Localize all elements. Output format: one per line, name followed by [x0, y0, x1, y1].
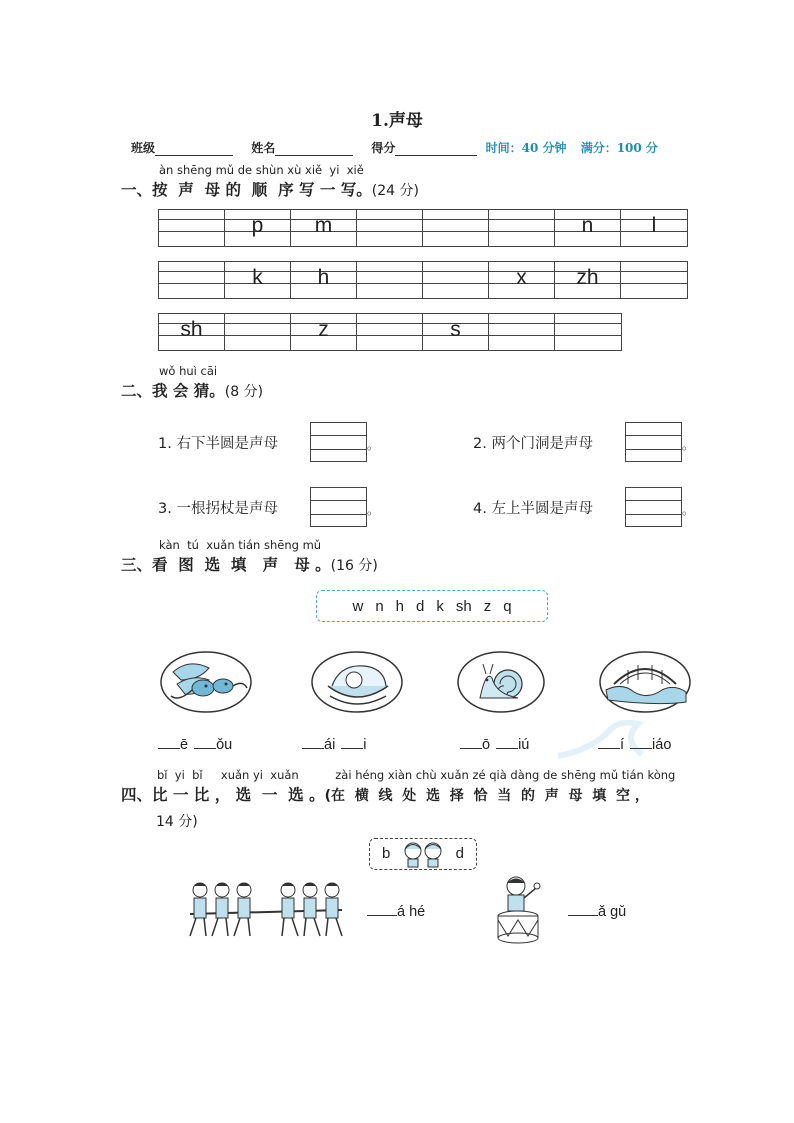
fill-blank[interactable] — [367, 902, 397, 916]
fill-blank[interactable] — [630, 735, 652, 749]
grid-letter: m — [314, 214, 333, 237]
grid-cell[interactable] — [357, 314, 423, 350]
section2-points: (8 分) — [224, 384, 264, 400]
guess-item-1: 1. 右下半圆是声母 — [158, 436, 278, 452]
fill-blank[interactable] — [302, 735, 324, 749]
fill-blank[interactable] — [194, 735, 216, 749]
tadpole-icon — [159, 650, 253, 714]
grid-cell — [291, 210, 357, 246]
grid-letter: sh — [180, 318, 203, 341]
initial-option: sh — [455, 597, 472, 615]
info-row — [131, 139, 658, 156]
grid-cell[interactable] — [489, 314, 555, 350]
initial-option: k — [436, 597, 444, 615]
grid-cell[interactable] — [621, 262, 687, 298]
grid-letter: n — [581, 214, 594, 237]
grid-letter: l — [651, 214, 657, 237]
initial-option: z — [483, 597, 492, 615]
guess-item-2: 2. 两个门洞是声母 — [473, 436, 593, 452]
option-b: b — [382, 845, 391, 862]
answer-box-3[interactable] — [310, 487, 367, 527]
section1-points: (24 分) — [371, 183, 419, 199]
fill-blank[interactable] — [496, 735, 518, 749]
fill-blank[interactable] — [460, 735, 482, 749]
answer-box-4[interactable] — [625, 487, 682, 527]
grid-letter: h — [317, 266, 330, 289]
grid-cell — [225, 262, 291, 298]
grid-letter: x — [516, 266, 527, 289]
initial-option: w — [352, 597, 364, 615]
full-score: 满分：100 分 — [580, 141, 658, 155]
answer-box-2[interactable] — [625, 422, 682, 462]
fill-item-3 — [460, 735, 529, 753]
bridge-icon — [598, 650, 692, 714]
initial-option: h — [395, 597, 404, 615]
grid-cell — [489, 262, 555, 298]
grid-cell[interactable] — [357, 262, 423, 298]
grid-cell — [291, 262, 357, 298]
section1-pinyin: àn shēng mǔ de shùn xù xiě yi xiě — [159, 163, 364, 177]
drum-boy-icon — [494, 874, 544, 944]
section2-heading — [121, 379, 263, 401]
end-mark: 。 — [682, 503, 695, 517]
tug-of-war-icon — [186, 880, 346, 940]
name-label: 姓名 — [251, 141, 276, 155]
grid-letter: s — [450, 318, 461, 341]
name-field[interactable] — [275, 143, 353, 156]
section1-heading — [121, 178, 419, 200]
fill-blank[interactable] — [568, 902, 598, 916]
four-line-grid-row3 — [158, 313, 622, 351]
section4-points-suffix: 14 分) — [156, 814, 198, 830]
initial-option: q — [503, 597, 512, 615]
grid-cell — [555, 210, 621, 246]
fill-final: ō — [482, 737, 491, 753]
fill-item-drum — [568, 902, 626, 920]
grid-letter: p — [251, 214, 264, 237]
fill-final: i — [363, 737, 367, 753]
section4-heading-text: 四、比 一 比 ， 选 一 选 。 — [121, 786, 325, 804]
fill-final: ái — [324, 737, 336, 753]
cradle-icon — [310, 650, 404, 714]
bd-option-box — [369, 838, 477, 870]
fill-item-2 — [302, 735, 367, 753]
fill-final: ē — [180, 737, 189, 753]
option-d: d — [455, 845, 464, 862]
end-mark: 。 — [367, 503, 380, 517]
grid-cell[interactable] — [423, 210, 489, 246]
section4-heading — [121, 783, 649, 805]
fill-final: ǒu — [216, 737, 233, 753]
fill-final: ǎ gǔ — [598, 904, 627, 920]
section4-pinyin: bǐ yi bǐ xuǎn yi xuǎn zài héng xiàn chù xuǎn zé qià dàng de shēng mǔ tián kòng — [157, 768, 676, 782]
grid-cell — [291, 314, 357, 350]
grid-cell[interactable] — [159, 210, 225, 246]
grid-cell[interactable] — [423, 262, 489, 298]
four-line-grid-row2 — [158, 261, 688, 299]
score-field[interactable] — [395, 143, 477, 156]
grid-cell — [225, 210, 291, 246]
section4-points-prefix: (在 横 线 处 选 择 恰 当 的 声 母 填 空 ， — [324, 788, 649, 804]
fill-item-tug — [367, 902, 425, 920]
section3-heading — [121, 553, 378, 575]
grid-cell[interactable] — [555, 314, 621, 350]
initial-option: n — [375, 597, 384, 615]
grid-cell[interactable] — [357, 210, 423, 246]
end-mark: 。 — [682, 438, 695, 452]
class-field[interactable] — [155, 143, 233, 156]
time-limit: 时间：40 分钟 — [485, 141, 567, 155]
four-line-grid-row1 — [158, 209, 688, 247]
grid-cell — [621, 210, 687, 246]
section1-heading-text: 一、按 声 母 的 顺 序 写 一 写。 — [121, 181, 372, 199]
guess-item-3: 3. 一根拐杖是声母 — [158, 501, 278, 517]
grid-letter: z — [318, 318, 329, 341]
end-mark: 。 — [367, 438, 380, 452]
grid-letter: zh — [576, 266, 599, 289]
fill-blank[interactable] — [598, 735, 620, 749]
score-label: 得分 — [371, 141, 396, 155]
page-title: 1.声母 — [371, 111, 423, 131]
fill-final: iú — [518, 737, 530, 753]
section3-pinyin: kàn tú xuǎn tián shēng mǔ — [159, 538, 322, 552]
grid-cell — [555, 262, 621, 298]
grid-cell — [159, 314, 225, 350]
fill-blank[interactable] — [341, 735, 363, 749]
class-label: 班级 — [131, 141, 156, 155]
section2-pinyin: wǒ huì cāi — [159, 364, 218, 378]
grid-letter: k — [252, 266, 263, 289]
grid-cell[interactable] — [489, 210, 555, 246]
grid-cell[interactable] — [225, 314, 291, 350]
section3-points: (16 分) — [330, 558, 378, 574]
section3-heading-text: 三、看 图 选 填 声 母 。 — [121, 556, 331, 574]
guess-item-4: 4. 左上半圆是声母 — [473, 501, 593, 517]
snail-icon — [456, 650, 546, 714]
fill-item-1 — [158, 735, 232, 753]
fill-blank[interactable] — [158, 735, 180, 749]
fill-final: í — [620, 737, 625, 753]
section2-heading-text: 二、我 会 猜。 — [121, 382, 225, 400]
answer-box-1[interactable] — [310, 422, 367, 462]
grid-cell[interactable] — [159, 262, 225, 298]
fill-final: á hé — [397, 904, 426, 920]
twins-icon — [400, 840, 446, 868]
grid-cell — [423, 314, 489, 350]
initial-option: d — [416, 597, 425, 615]
fill-final: iáo — [652, 737, 672, 753]
fill-item-4 — [598, 735, 671, 753]
initials-option-box — [316, 590, 548, 622]
